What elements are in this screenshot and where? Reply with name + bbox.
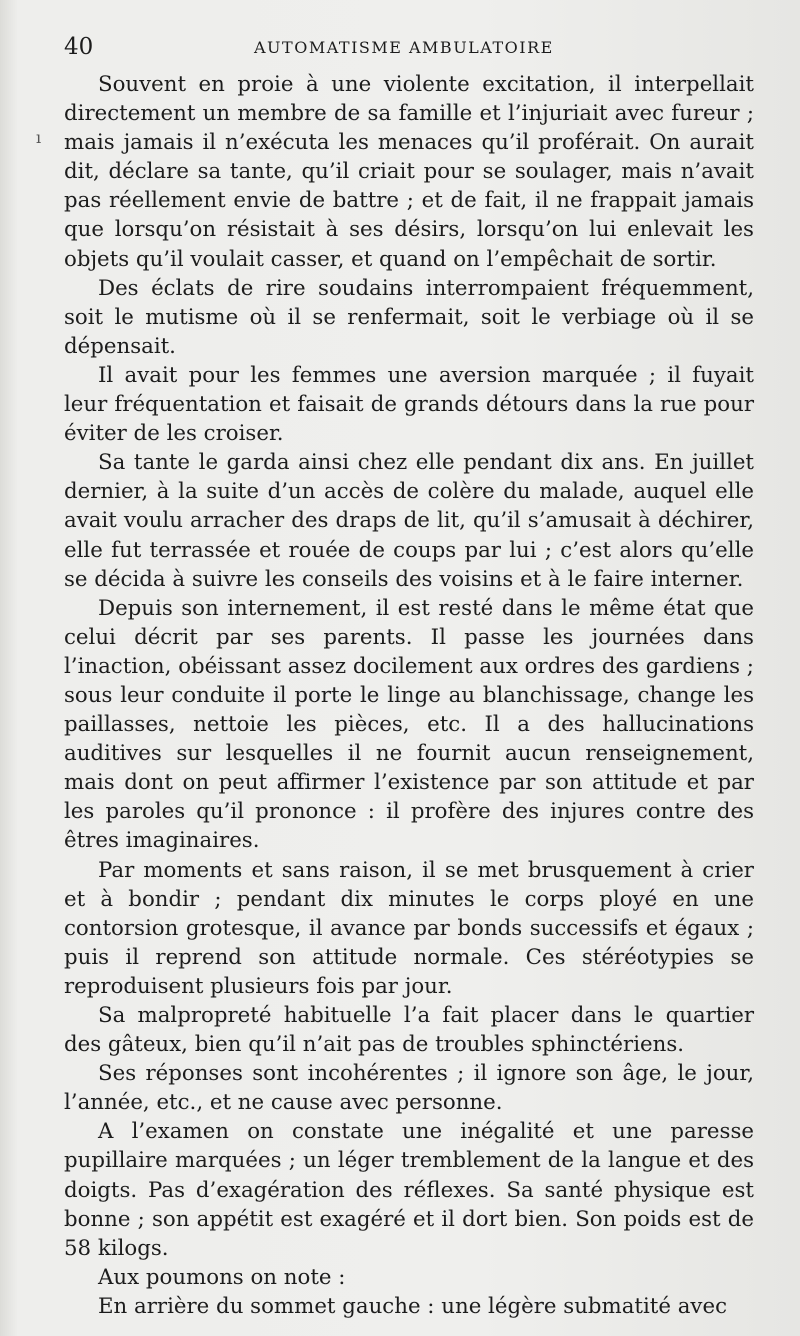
paragraph: Il avait pour les femmes une aversion marquée ; il fuyait leur fréquentation et faisait de grands détours dans la rue pour éviter de les croiser. bbox=[64, 362, 754, 447]
paragraph: Sa malpropreté habituelle l’a fait placer dans le quartier des gâteux, bien qu’il n’ait pas de troubles sphinctériens. bbox=[64, 1003, 754, 1058]
paragraph: Par moments et sans raison, il se met brusquement à crier et à bondir ; pendant dix minutes le corps ployé en une contorsion grotesque, il avance par bonds successifs et égaux ; puis il reprend son attitude normale. Ces stéréotypies se reproduisent plusieurs fois par jour. bbox=[64, 857, 754, 999]
paragraph: Des éclats de rire soudains interrompaient fréquemment, soit le mutisme où il se renfermait, soit le verbiage où il se dépensait. bbox=[64, 275, 754, 359]
paragraph: Ses réponses sont incohérentes ; il ignore son âge, le jour, l’année, etc., et ne cause avec personne. bbox=[64, 1061, 754, 1116]
paragraph: Sa tante le garda ainsi chez elle pendant dix ans. En juillet dernier, à la suite d’un accès de colère du malade, auquel elle avait voulu arracher des draps de lit, qu’il s’amusait à déchirer, elle fut terrassée et rouée de coups par lui ; c’est alors qu’elle se décida à suivre les conseils des voisins et à le faire interner. bbox=[64, 450, 754, 592]
page-header bbox=[64, 34, 750, 66]
paragraph: Souvent en proie à une violente excitation, il interpellait directement un membre de sa famille et l’injuriait avec fureur ; mais jamais il n’exécuta les menaces qu’il proférait. On aurait dit, déclare sa tante, qu’il criait pour se soulager, mais n’avait pas réellement envie de battre ; et de fait, il ne frappait jamais que lorsqu’on résistait à ses désirs, lorsqu’on lui enlevait les objets qu’il voulait casser, et quand on l’empêchait de sortir. bbox=[64, 72, 754, 272]
paragraph: Depuis son internement, il est resté dans le même état que celui décrit par ses parents. Il passe les journées dans l’inaction, obéissant assez docilement aux ordres des gardiens ; sous leur conduite il porte le linge au blanchissage, change les paillasses, nettoie les pièces, etc. Il a des hallucinations auditives sur lesquelles il ne fournit aucun renseignement, mais dont on peut affirmer l’existence par son attitude et par les paroles qu’il prononce : il profère des injures contre des êtres imaginaires. bbox=[64, 595, 754, 854]
paragraph: Aux poumons on note : bbox=[98, 1264, 346, 1290]
margin-mark: ı bbox=[36, 128, 42, 147]
paragraph: En arrière du sommet gauche : une légère submatité avec bbox=[98, 1293, 727, 1319]
body-text bbox=[64, 70, 754, 1321]
page-number: 40 bbox=[64, 34, 94, 60]
running-title: AUTOMATISME AMBULATOIRE bbox=[254, 38, 554, 57]
paragraph: A l’examen on constate une inégalité et une paresse pupillaire marquées ; un léger tremblement de la langue et des doigts. Pas d’exagération des réflexes. Sa santé physique est bonne ; son appétit est exagéré et il dort bien. Son poids est de 58 kilogs. bbox=[64, 1119, 754, 1261]
